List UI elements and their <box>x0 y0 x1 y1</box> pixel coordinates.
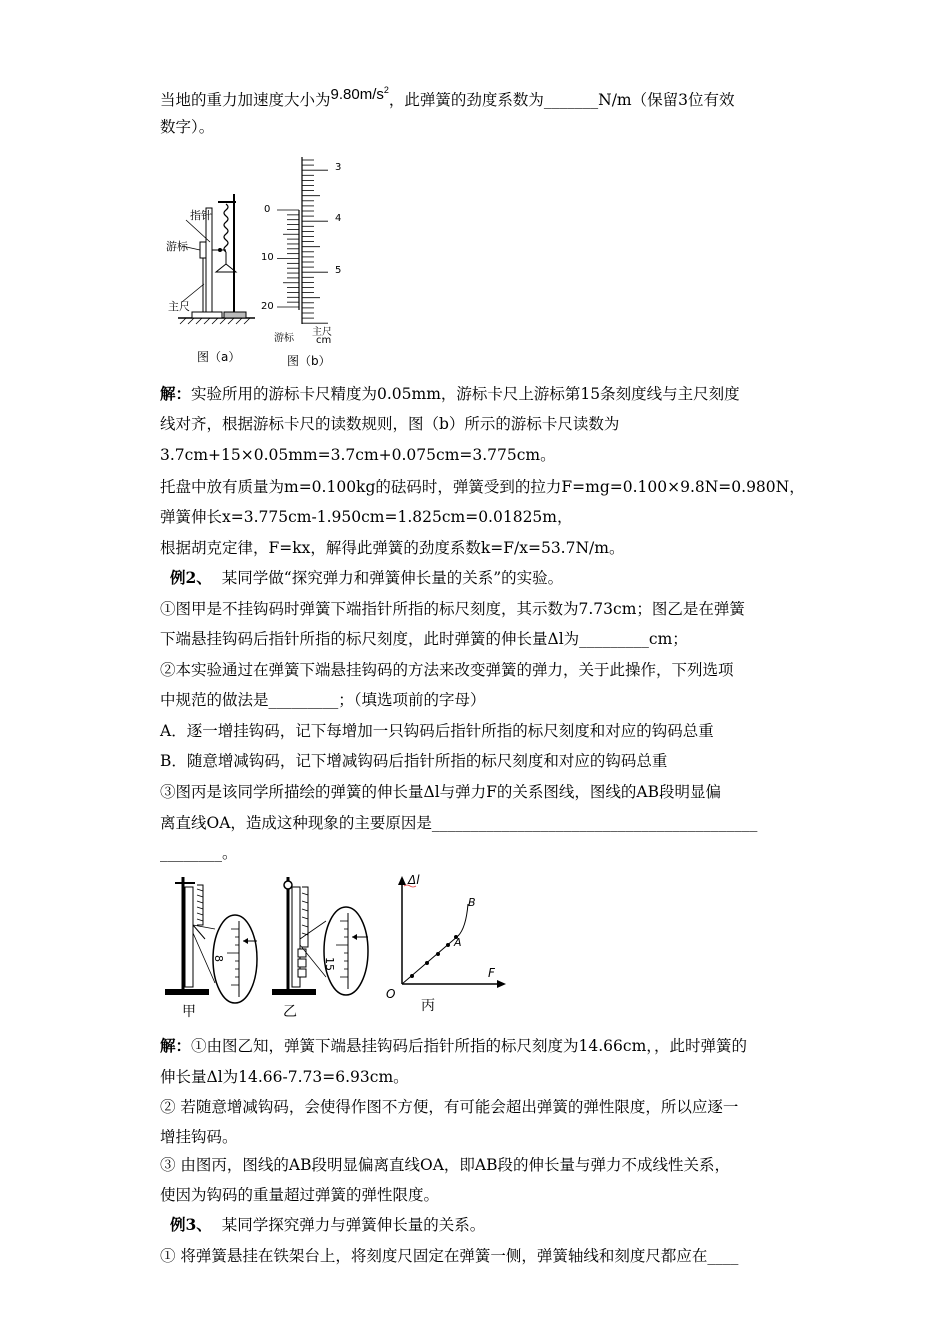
ex2-q3-a: ③图丙是该同学所描绘的弹簧的伸长量Δl与弹力F的关系图线，图线的AB段明显偏 <box>160 783 721 801</box>
sol2-line-2: 伸长量Δl为14.66-7.73=6.93cm。 <box>160 1068 409 1086</box>
sol2-line-6: 使因为钩码的重量超过弹簧的弹性限度。 <box>160 1186 440 1204</box>
caption-b: 图（b） <box>287 354 331 368</box>
q1-line-2: 数字）。 <box>160 118 215 136</box>
ex2-title-line: 例2、 某同学做“探究弹力和弹簧伸长量的关系”的实验。 <box>160 568 563 588</box>
ex2-option-a: A．逐一增挂钩码，记下每增加一只钩码后指针所指的标尺刻度和对应的钩码总重 <box>160 722 714 740</box>
ex2-q2-a: ②本实验通过在弹簧下端悬挂钩码的方法来改变弹簧的弹力，关于此操作，下列选项 <box>160 661 734 679</box>
label-main-a: 主尺 <box>168 300 190 313</box>
figure-b <box>255 152 355 347</box>
jia-reading: 8 <box>212 955 225 962</box>
main-tick-3: 3 <box>335 162 342 173</box>
sol1-line-5: 弹簧伸长x=3.775cm-1.950cm=1.825cm=0.01825m， <box>160 508 573 526</box>
sol1-line-3: 3.7cm+15×0.05mm=3.7cm+0.075cm=3.775cm。 <box>160 446 556 464</box>
graph-origin: O <box>386 987 396 1000</box>
ex2-badge: 例2、 <box>160 568 220 588</box>
sol1-line-6: 根据胡克定律，F=kx，解得此弹簧的劲度系数k=F/x=53.7N/m。 <box>160 539 625 557</box>
vernier-tick-0: 0 <box>264 204 271 215</box>
label-main-b: 主尺 <box>312 327 332 338</box>
label-vernier-a: 游标 <box>166 240 188 253</box>
ex2-q1-a: ①图甲是不挂钩码时弹簧下端指针所指的标尺刻度，其示数为7.73cm；图乙是在弹簧 <box>160 600 745 618</box>
graph-point-b: B <box>468 896 476 909</box>
label-unit-b: cm <box>316 335 332 346</box>
ex2-q3-b: 离直线OA，造成这种现象的主要原因是__________________________________________ <box>160 814 758 832</box>
fig-bing-label: 丙 <box>421 998 435 1014</box>
q1-blank-text: ，此弹簧的劲度系数为_______N/m（保留3位有效 <box>388 91 735 109</box>
sol1-line-1: 解：实验所用的游标卡尺精度为0.05mm，游标卡尺上游标第15条刻度线与主尺刻度 <box>160 384 740 403</box>
sol2-line-3: ② 若随意增减钩码，会使得作图不方便，有可能会超出弹簧的弹性限度，所以应逐一 <box>160 1098 739 1116</box>
sol1-line-2: 线对齐，根据游标卡尺的读数规则，图（b）所示的游标卡尺读数为 <box>160 415 620 433</box>
sol2-line-5: ③ 由图丙，图线的AB段明显偏离直线OA，即AB段的伸长量与弹力不成线性关系， <box>160 1156 730 1174</box>
figure-bing-graph <box>382 870 512 1000</box>
ex2-q3-c: ________。 <box>160 844 238 862</box>
main-tick-5: 5 <box>335 265 342 276</box>
graph-y-label: Δl <box>408 873 420 887</box>
ex2-q1-b: 下端悬挂钩码后指针所指的标尺刻度，此时弹簧的伸长量Δl为_________cm； <box>160 630 688 648</box>
label-vernier-b: 游标 <box>274 333 294 344</box>
sol2-line-1: 解：①由图乙知，弹簧下端悬挂钩码后指针所指的标尺刻度为14.66cm，，此时弹簧的 <box>160 1036 748 1055</box>
main-tick-4: 4 <box>335 213 342 224</box>
figure-yi <box>272 873 377 1013</box>
graph-x-label: F <box>488 966 495 980</box>
q1-line-1 <box>160 86 735 111</box>
figure-jia <box>165 873 265 1013</box>
g-value: $9.80m/s^2$ <box>330 85 389 103</box>
vernier-tick-20: 20 <box>261 301 274 312</box>
sol2-line-4: 增挂钩码。 <box>160 1128 238 1146</box>
ex3-title-line: 例3、 某同学探究弹力与弹簧伸长量的关系。 <box>160 1215 485 1235</box>
vernier-tick-10: 10 <box>261 252 274 263</box>
fig-jia-label: 甲 <box>182 1004 196 1020</box>
caption-a: 图（a） <box>197 350 241 364</box>
ex3-badge: 例3、 <box>160 1215 220 1235</box>
sol1-line-4: 托盘中放有质量为m=0.100kg的砝码时，弹簧受到的拉力F=mg=0.100×9.8N=0.980N， <box>160 478 805 496</box>
ex2-q2-b: 中规范的做法是_________；（填选项前的字母） <box>160 691 486 709</box>
q1-text: 当地的重力加速度大小为 <box>160 91 331 109</box>
label-pointer: 指针 <box>190 209 212 222</box>
graph-point-a: A <box>454 936 462 949</box>
ex3-q1: ① 将弹簧悬挂在铁架台上，将刻度尺固定在弹簧一侧，弹簧轴线和刻度尺都应在____ <box>160 1247 739 1265</box>
yi-reading: 15 <box>323 957 336 971</box>
fig-yi-label: 乙 <box>283 1004 297 1020</box>
ex2-option-b: B．随意增减钩码，记下增减钩码后指针所指的标尺刻度和对应的钩码总重 <box>160 752 668 770</box>
